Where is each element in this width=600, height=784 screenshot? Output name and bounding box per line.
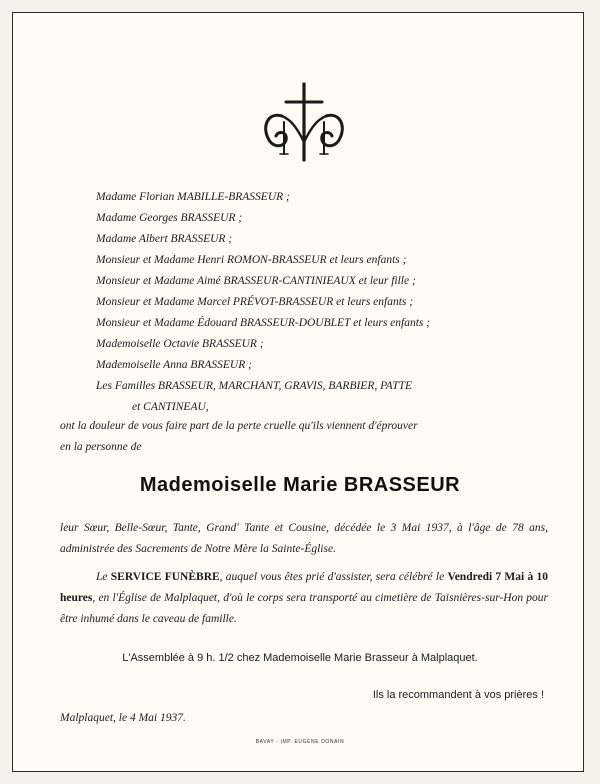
family-line: et CANTINEAU,: [132, 401, 209, 413]
service-paragraph: [60, 567, 548, 630]
service-text-1: Le: [96, 571, 111, 583]
family-line: Les Familles BRASSEUR, MARCHANT, GRAVIS, BARBIER, PATTE: [96, 380, 413, 392]
assembly-line: L'Assemblée à 9 h. 1/2 chez Mademoiselle Marie Brasseur à Malplaquet.: [122, 652, 478, 664]
printer-credit: BAVAY - IMP. EUGÈNE DONAIN: [255, 739, 345, 745]
details-paragraph: leur Sœur, Belle-Sœur, Tante, Grand' Tante et Cousine, décédée le 3 Mai 1937, à l'âge de 78 ans, administrée des Sacrements de Notre Mère la Sainte-Église.: [60, 522, 548, 555]
family-line: Madame Georges BRASSEUR ;: [96, 212, 243, 224]
service-text-2: , auquel vous êtes prié d'assister, sera célébré le: [219, 571, 448, 583]
recommendation-line: Ils la recommandent à vos prières !: [372, 689, 544, 701]
family-line: Madame Albert BRASSEUR ;: [96, 233, 233, 245]
deceased-name: Mademoiselle Marie BRASSEUR: [139, 474, 461, 496]
intro-paragraph: [60, 416, 546, 458]
family-line: Monsieur et Madame Marcel PRÉVOT-BRASSEUR et leurs enfants ;: [96, 296, 414, 308]
place-date: Malplaquet, le 4 Mai 1937.: [60, 712, 186, 724]
family-line: Monsieur et Madame Aimé BRASSEUR-CANTINIEAUX et leur fille ;: [96, 275, 416, 287]
family-line: Monsieur et Madame Édouard BRASSEUR-DOUBLET et leurs enfants ;: [96, 317, 431, 329]
intro-line-1: ont la douleur de vous faire part de la perte cruelle qu'ils viennent d'éprouver: [60, 420, 418, 432]
service-label: SERVICE FUNÈBRE: [110, 571, 220, 583]
service-date: Vendredi 7 Mai à 10 heures: [60, 571, 548, 604]
service-text-3: , en l'Église de Malplaquet, d'où le corps sera transporté au cimetière de Taisnières-sur-Hon pour être inhumé dans le caveau de famille.: [60, 592, 548, 625]
family-list: [96, 187, 556, 418]
family-line: Madame Florian MABILLE-BRASSEUR ;: [96, 191, 290, 203]
intro-line-2: en la personne de: [60, 441, 142, 453]
family-line: Monsieur et Madame Henri ROMON-BRASSEUR et leurs enfants ;: [96, 254, 407, 266]
cross-monogram-emblem: [256, 82, 352, 162]
family-line: Mademoiselle Octavie BRASSEUR ;: [96, 338, 264, 350]
family-line: Mademoiselle Anna BRASSEUR ;: [96, 359, 252, 371]
